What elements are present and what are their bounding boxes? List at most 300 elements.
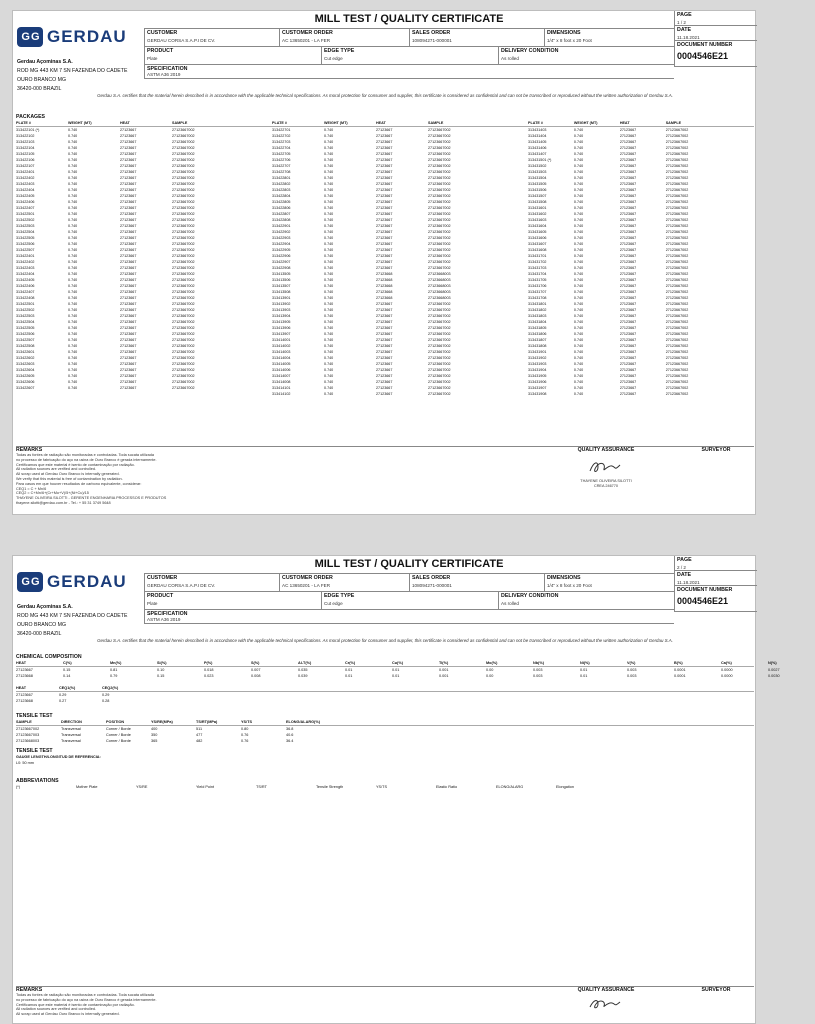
edge-label: EDGE TYPE bbox=[324, 593, 355, 599]
table-cell: 27123667 bbox=[619, 170, 637, 174]
table-cell: PLATE # bbox=[272, 121, 287, 125]
table-cell: Ti(%) bbox=[439, 661, 449, 665]
gauge-length-label: GAUGE LENGTH/LONGITUD DE REFERENCIA: bbox=[16, 755, 101, 759]
table-cell: 0.740 bbox=[324, 272, 334, 276]
table-cell: 313431707 bbox=[528, 290, 547, 294]
edge-label: EDGE TYPE bbox=[324, 48, 355, 54]
table-cell: 0.740 bbox=[68, 338, 78, 342]
table-cell: 0.740 bbox=[68, 134, 78, 138]
table-cell: 27123667 bbox=[376, 356, 393, 360]
customer-order-value: AC 13650201 - LA FER bbox=[282, 38, 331, 43]
table-cell: 0.740 bbox=[68, 326, 78, 330]
table-cell: 0.740 bbox=[324, 386, 334, 390]
customer-value: GERDAU CORSA S.A.P.I DE CV. bbox=[147, 38, 216, 43]
table-cell: 0.740 bbox=[573, 344, 584, 348]
table-cell: 0.003 bbox=[533, 668, 543, 672]
table-cell: 27123667 bbox=[120, 266, 137, 270]
table-cell: 27123667002 bbox=[172, 236, 195, 240]
table-cell: 0.740 bbox=[573, 254, 584, 258]
table-cell: 27123667 bbox=[376, 200, 393, 204]
packages-label: PACKAGES bbox=[16, 114, 46, 120]
product-box bbox=[144, 592, 321, 610]
table-cell: 313422404 bbox=[16, 188, 35, 192]
table-cell: 0.740 bbox=[68, 368, 78, 372]
table-cell: 27123667 bbox=[619, 362, 637, 366]
table-cell: 313414004 bbox=[272, 356, 291, 360]
table-cell: 313431406 bbox=[528, 146, 547, 150]
table-cell: 27123667002 bbox=[665, 134, 689, 138]
table-cell: 0.740 bbox=[68, 212, 78, 216]
table-cell: 0.740 bbox=[573, 230, 584, 234]
table-cell: Corner / Borde bbox=[106, 733, 131, 737]
table-cell: 27123667002 bbox=[172, 224, 195, 228]
table-cell: 0.01 bbox=[345, 668, 353, 672]
table-cell: 27123667002 bbox=[172, 368, 195, 372]
table-cell: 27123667 bbox=[376, 140, 393, 144]
edge-value: Cut edge bbox=[324, 601, 343, 606]
specification-value: ASTM A36 2019 bbox=[147, 617, 181, 622]
table-cell: 27123667002 bbox=[172, 326, 195, 330]
table-cell: TS/RT bbox=[256, 785, 267, 789]
table-cell: 0.15 bbox=[63, 668, 71, 672]
table-cell: 27123667 bbox=[376, 320, 393, 324]
table-cell: 27123667002 bbox=[428, 194, 451, 198]
table-cell: 27123667002 bbox=[428, 134, 451, 138]
table-row bbox=[272, 120, 528, 127]
table-cell: 0.740 bbox=[68, 362, 78, 366]
packages-column-1 bbox=[16, 120, 272, 397]
table-cell: 27123667002 bbox=[665, 230, 689, 234]
table-cell: SAMPLE bbox=[428, 121, 444, 125]
table-cell: 27123667 bbox=[120, 188, 137, 192]
table-cell: 27123667 bbox=[376, 344, 393, 348]
company-city: OURO BRANCO MG bbox=[17, 77, 66, 83]
table-cell: Transversal bbox=[61, 739, 81, 743]
table-cell: 27123667 bbox=[619, 326, 637, 330]
chemical-composition-label: CHEMICAL COMPOSITION bbox=[16, 654, 82, 660]
table-cell: 0.0001 bbox=[674, 668, 686, 672]
table-cell: 27123667 bbox=[120, 386, 137, 390]
table-cell: 313431706 bbox=[528, 284, 547, 288]
sales-order-value: 108094271-000001 bbox=[412, 38, 452, 43]
table-cell: 27123667002 bbox=[172, 314, 195, 318]
table-cell: 27123667 bbox=[619, 314, 637, 318]
table-cell: 27123667002 bbox=[428, 128, 451, 132]
table-cell: 313431405 bbox=[528, 140, 547, 144]
table-cell: 40.6 bbox=[286, 733, 294, 737]
table-cell: 313431804 bbox=[528, 320, 547, 324]
table-cell: 313431901 bbox=[528, 350, 547, 354]
table-cell: 0.740 bbox=[573, 212, 584, 216]
table-cell: 0.740 bbox=[324, 374, 334, 378]
table-cell: 0.27 bbox=[59, 699, 67, 703]
table-cell: 0.740 bbox=[573, 338, 584, 342]
table-cell: 0.740 bbox=[68, 272, 78, 276]
table-cell: 0.00 bbox=[486, 674, 494, 678]
table-cell: 27123667002 bbox=[665, 224, 689, 228]
gauge-length-value: L0: 50 mm bbox=[16, 761, 34, 765]
table-cell: 511 bbox=[196, 727, 203, 731]
table-cell: 0.740 bbox=[573, 284, 584, 288]
table-cell: 313422806 bbox=[272, 206, 291, 210]
table-cell: 27123667002 bbox=[665, 368, 689, 372]
table-cell: 27123668 bbox=[16, 674, 33, 678]
table-cell: 0.023 bbox=[204, 674, 214, 678]
table-cell: 27123667002 bbox=[428, 230, 451, 234]
table-cell: 313431802 bbox=[528, 308, 547, 312]
table-cell: 313422504 bbox=[16, 320, 35, 324]
table-cell: 27123667 bbox=[619, 272, 637, 276]
gerdau-logo-icon: G G bbox=[17, 27, 43, 47]
table-cell: 0.740 bbox=[68, 152, 78, 156]
table-cell: 27123667 bbox=[120, 344, 137, 348]
table-cell: 0.740 bbox=[573, 266, 584, 270]
customer-order-label: CUSTOMER ORDER bbox=[282, 30, 333, 36]
table-cell: 0.001 bbox=[439, 674, 449, 678]
table-cell: 27123667 bbox=[619, 254, 637, 258]
table-cell: Ca(%) bbox=[721, 661, 732, 665]
table-cell: 27123667002 bbox=[665, 374, 689, 378]
table-cell: 313413904 bbox=[272, 314, 291, 318]
table-cell: 27123668003 bbox=[428, 290, 451, 294]
table-cell: 0.740 bbox=[324, 314, 334, 318]
table-cell: 0.740 bbox=[68, 236, 78, 240]
table-cell: 27123667002 bbox=[428, 254, 451, 258]
table-cell: 0.740 bbox=[324, 230, 334, 234]
table-cell: 0.76 bbox=[241, 733, 249, 737]
chemical-rows bbox=[16, 667, 780, 679]
table-cell: 27123667 bbox=[619, 182, 637, 186]
table-cell: 0.740 bbox=[324, 338, 334, 342]
table-cell: 27123668003 bbox=[428, 278, 451, 282]
table-cell: 0.80 bbox=[241, 727, 249, 731]
table-cell: 313422102 bbox=[16, 134, 35, 138]
date-value: 11.18.2021 bbox=[677, 35, 700, 40]
table-cell: DIRECTION bbox=[61, 720, 82, 724]
customer-box bbox=[144, 574, 279, 592]
table-cell: 0.740 bbox=[68, 356, 78, 360]
table-cell: Mo(%) bbox=[486, 661, 498, 665]
table-cell: 27123667 bbox=[120, 380, 137, 384]
table-cell: 27123667002 bbox=[665, 308, 689, 312]
table-cell: 27123667002 bbox=[172, 260, 195, 264]
table-cell: 27123667 bbox=[619, 140, 637, 144]
surveyor bbox=[686, 987, 746, 993]
certificate-title: MILL TEST / QUALITY CERTIFICATE bbox=[144, 13, 674, 29]
table-cell: 27123667002 bbox=[172, 200, 195, 204]
table-cell: 27123667002 bbox=[665, 332, 689, 336]
table-cell: 313422105 bbox=[16, 152, 35, 156]
remarks-line: Todas as fontes de radiação são monitoradas e controladas. Toda sucata utilizada bbox=[16, 453, 154, 457]
table-cell: 27123667002 bbox=[665, 182, 689, 186]
table-cell: 27123667002 bbox=[428, 152, 451, 156]
table-cell: Cr(%) bbox=[345, 661, 356, 665]
date-value: 11.18.2021 bbox=[677, 580, 700, 585]
table-cell: 313413901 bbox=[272, 296, 291, 300]
quality-assurance-label: QUALITY ASSURANCE bbox=[577, 447, 635, 453]
table-cell: 313431605 bbox=[528, 230, 547, 234]
table-cell: 313414007 bbox=[272, 374, 291, 378]
table-cell: 27123667002 bbox=[665, 302, 689, 306]
table-cell: 27123667 bbox=[376, 392, 393, 396]
table-cell: 27123667 bbox=[16, 668, 33, 672]
specification-box bbox=[144, 65, 674, 79]
table-cell: 0.740 bbox=[68, 380, 78, 384]
document-number-value: 0004546E21 bbox=[677, 51, 729, 61]
table-cell: 313431604 bbox=[528, 224, 547, 228]
table-cell: 313413906 bbox=[272, 326, 291, 330]
table-cell: 313422708 bbox=[272, 170, 291, 174]
table-cell: 313422706 bbox=[272, 158, 291, 162]
table-cell: 27123667002 bbox=[172, 176, 195, 180]
table-cell: 0.740 bbox=[573, 236, 584, 240]
specification-box bbox=[144, 610, 674, 624]
remarks-label: REMARKS bbox=[16, 987, 43, 993]
table-cell: 313413903 bbox=[272, 308, 291, 312]
table-cell: 313422404 bbox=[16, 272, 35, 276]
remarks-section bbox=[16, 446, 754, 506]
table-cell: 313422803 bbox=[272, 188, 291, 192]
company-address bbox=[17, 58, 145, 94]
table-cell: 27123667 bbox=[619, 308, 637, 312]
table-cell: 313422106 bbox=[16, 158, 35, 162]
table-cell: 27123667002 bbox=[172, 290, 195, 294]
table-cell: 27123667 bbox=[619, 368, 637, 372]
table-cell: 0.740 bbox=[68, 296, 78, 300]
table-cell: 27123667 bbox=[376, 230, 393, 234]
table-cell: 313413506 bbox=[272, 278, 291, 282]
table-row bbox=[16, 120, 272, 127]
table-cell: 27123667002 bbox=[172, 194, 195, 198]
table-cell: 27123667 bbox=[120, 230, 137, 234]
table-cell: HEAT bbox=[376, 121, 386, 125]
table-cell: 313431501 (*) bbox=[528, 158, 552, 162]
table-cell: 313422502 bbox=[16, 308, 35, 312]
table-cell: 0.740 bbox=[68, 248, 78, 252]
table-cell: 27123667002 bbox=[172, 146, 195, 150]
company-address-line: ROD MG 443 KM 7 SN FAZENDA DO CADETE bbox=[17, 613, 128, 619]
table-cell: 313422405 bbox=[16, 194, 35, 198]
certificate-title: MILL TEST / QUALITY CERTIFICATE bbox=[144, 558, 674, 574]
table-cell: 27123667002 bbox=[665, 152, 689, 156]
table-cell: 313414006 bbox=[272, 368, 291, 372]
table-cell: 0.740 bbox=[324, 326, 334, 330]
certification-statement: Gerdau S.A. certifies that the material herein described is in accordance with the applicable technical specifications. As moral protection for consumer and supplier, this certificate is considered as confidential and can not be transcribed or reproduced without the written authorization of Gerdau S.A. bbox=[97, 93, 673, 98]
table-cell: 27123667002 bbox=[665, 212, 689, 216]
table-cell: 313431403 bbox=[528, 128, 547, 132]
table-cell: 27123667 bbox=[376, 242, 393, 246]
table-cell: 27123667 bbox=[619, 224, 637, 228]
table-cell: 0.740 bbox=[324, 182, 334, 186]
table-cell: 0.740 bbox=[68, 230, 78, 234]
table-cell: 27123667002 bbox=[428, 236, 451, 240]
delivery-box bbox=[498, 592, 674, 610]
table-cell: 313422805 bbox=[272, 200, 291, 204]
table-cell: CEQ1(%) bbox=[59, 686, 76, 690]
table-cell: 27123667002 bbox=[172, 278, 195, 282]
table-cell: 313431703 bbox=[528, 266, 547, 270]
table-cell: 0.740 bbox=[573, 386, 584, 390]
table-cell: 27123667 bbox=[120, 254, 137, 258]
table-cell: 27123667 bbox=[120, 164, 137, 168]
table-cell: 313422606 bbox=[16, 380, 35, 384]
table-cell: 0.740 bbox=[573, 170, 584, 174]
tensile-rows bbox=[16, 726, 754, 744]
gerdau-logo bbox=[17, 23, 145, 51]
table-cell: Elastic Ratio bbox=[436, 785, 458, 789]
table-cell: 27123667002 bbox=[665, 326, 689, 330]
table-cell: 27123667 bbox=[120, 182, 137, 186]
table-cell: 27123667002 bbox=[172, 230, 195, 234]
table-cell: 313422401 bbox=[16, 254, 35, 258]
table-cell: POSITION bbox=[106, 720, 125, 724]
table-cell: 313431505 bbox=[528, 182, 547, 186]
table-cell: 313414001 bbox=[272, 338, 291, 342]
page-header bbox=[13, 11, 755, 126]
table-cell: 27123667002 bbox=[665, 362, 689, 366]
table-cell: 0.81 bbox=[110, 668, 118, 672]
table-cell: 27123667 bbox=[120, 176, 137, 180]
table-cell: 27123667 bbox=[619, 374, 637, 378]
table-cell: 0.007 bbox=[251, 668, 261, 672]
dimensions-box bbox=[544, 29, 674, 47]
table-cell: 0.15 bbox=[157, 674, 165, 678]
table-cell: 0.740 bbox=[68, 206, 78, 210]
table-cell: 27123667002 bbox=[428, 242, 451, 246]
table-cell: 313431404 bbox=[528, 134, 547, 138]
table-cell: 27123667002 bbox=[172, 374, 195, 378]
table-cell: 27123667 bbox=[120, 134, 137, 138]
table-cell: 400 bbox=[151, 727, 158, 731]
table-cell: 27123667 bbox=[376, 266, 393, 270]
table-cell: 313431506 bbox=[528, 188, 547, 192]
table-cell: 27123667002 bbox=[665, 284, 689, 288]
table-cell: 27123667002 bbox=[665, 272, 689, 276]
table-cell: 365 bbox=[151, 739, 158, 743]
page-label: PAGE bbox=[677, 557, 692, 563]
table-cell: 27123667002 bbox=[665, 254, 689, 258]
table-cell: 313431806 bbox=[528, 332, 547, 336]
table-cell: 0.740 bbox=[324, 332, 334, 336]
table-cell: 27123667002 bbox=[172, 152, 195, 156]
page-value: 2 / 2 bbox=[677, 565, 686, 570]
gerdau-logo bbox=[17, 568, 145, 596]
table-cell: 0.740 bbox=[68, 242, 78, 246]
company-name: Gerdau Açominas S.A. bbox=[17, 604, 73, 610]
certificate-page-2 bbox=[12, 555, 780, 1024]
table-cell: 27123667002 bbox=[665, 266, 689, 270]
table-cell: 0.740 bbox=[573, 278, 584, 282]
table-cell: 27123667002 bbox=[172, 332, 195, 336]
table-cell: 0.740 bbox=[573, 272, 584, 276]
table-cell: 0.740 bbox=[324, 164, 334, 168]
table-cell: HEAT bbox=[619, 121, 630, 125]
table-cell: 0.0030 bbox=[768, 674, 780, 678]
table-cell: 27123667002 bbox=[172, 380, 195, 384]
table-cell: 27123667002 bbox=[665, 320, 689, 324]
table-cell: 0.740 bbox=[324, 320, 334, 324]
table-cell: 27123667 bbox=[120, 212, 137, 216]
table-cell: 27123667002 bbox=[172, 284, 195, 288]
table-cell: 0.740 bbox=[324, 368, 334, 372]
table-cell: 0.740 bbox=[573, 374, 584, 378]
table-cell: 27123667002 bbox=[665, 278, 689, 282]
table-cell: 27123667002 bbox=[428, 164, 451, 168]
table-cell: 27123667 bbox=[120, 362, 137, 366]
table-cell: 27123667002 bbox=[172, 128, 195, 132]
table-cell: 27123667 bbox=[120, 260, 137, 264]
table-cell: 313422407 bbox=[16, 290, 35, 294]
table-cell: 0.740 bbox=[68, 278, 78, 282]
table-cell: 0.29 bbox=[59, 693, 67, 697]
table-cell: 313422504 bbox=[16, 230, 35, 234]
table-cell: 0.740 bbox=[68, 266, 78, 270]
table-cell: 313431908 bbox=[528, 392, 547, 396]
table-cell: 0.740 bbox=[324, 188, 334, 192]
table-cell: 27123667003 bbox=[16, 733, 40, 737]
table-row bbox=[272, 391, 528, 397]
customer-label: CUSTOMER bbox=[147, 575, 178, 581]
table-cell: 27123667002 bbox=[428, 188, 451, 192]
specification-label: SPECIFICATION bbox=[147, 66, 188, 72]
table-cell: 0.740 bbox=[324, 248, 334, 252]
table-cell: 27123667 bbox=[619, 344, 637, 348]
table-cell: 27123667002 bbox=[428, 356, 451, 360]
table-cell: 27123668 bbox=[376, 290, 393, 294]
remarks-line: All radiation sources are verified and controlled. bbox=[16, 467, 96, 472]
remarks-line: no processo de fabricação do aço na usina de Ouro Branco é gerada internamente. bbox=[16, 997, 157, 1002]
table-cell: 27123667 bbox=[619, 200, 637, 204]
abbreviations-section bbox=[16, 778, 754, 790]
table-cell: 0.740 bbox=[573, 380, 584, 384]
table-cell: 0.740 bbox=[68, 332, 78, 336]
table-cell: 0.01 bbox=[580, 674, 588, 678]
table-cell: 27123667002 bbox=[428, 374, 451, 378]
table-cell: 27123667002 bbox=[428, 386, 451, 390]
table-cell: 27123667 bbox=[376, 158, 393, 162]
table-cell: HEAT bbox=[16, 686, 27, 690]
ceq-header-row bbox=[16, 685, 754, 692]
customer-order-box bbox=[279, 574, 409, 592]
table-cell: 27123667002 bbox=[665, 248, 689, 252]
table-cell: 27123668 bbox=[376, 272, 393, 276]
table-cell: 313413905 bbox=[272, 320, 291, 324]
table-cell: 0.00 bbox=[486, 668, 494, 672]
table-cell: 0.740 bbox=[573, 308, 584, 312]
table-cell: 27123667002 bbox=[428, 380, 451, 384]
document-number-label: DOCUMENT NUMBER bbox=[677, 587, 733, 593]
table-cell: 313422107 bbox=[16, 164, 35, 168]
packages-table bbox=[16, 120, 754, 397]
remarks-line: Para casos em que houver resultados de carbono equivalente, considerar: bbox=[16, 481, 142, 486]
table-cell: 27123667002 bbox=[172, 296, 195, 300]
table-cell: 313431904 bbox=[528, 368, 547, 372]
dimensions-value: 1/4" x 8 foot x 20 Foot bbox=[547, 583, 592, 588]
table-cell: 27123667 bbox=[619, 248, 637, 252]
table-cell: 0.003 bbox=[627, 668, 637, 672]
dimensions-label: DIMENSIONS bbox=[547, 575, 581, 581]
tensile-header-row bbox=[16, 719, 754, 726]
table-cell: 313422502 bbox=[16, 218, 35, 222]
product-label: PRODUCT bbox=[147, 593, 174, 599]
table-cell: 313422507 bbox=[16, 248, 35, 252]
dimensions-value: 1/4" x 8 foot x 20 Foot bbox=[547, 38, 592, 43]
table-cell: 27123667 bbox=[376, 134, 393, 138]
table-cell: 27123667 bbox=[376, 218, 393, 222]
table-cell: Tensile Strength bbox=[316, 785, 344, 789]
table-cell: 313422403 bbox=[16, 266, 35, 270]
table-cell: 0.740 bbox=[573, 296, 584, 300]
